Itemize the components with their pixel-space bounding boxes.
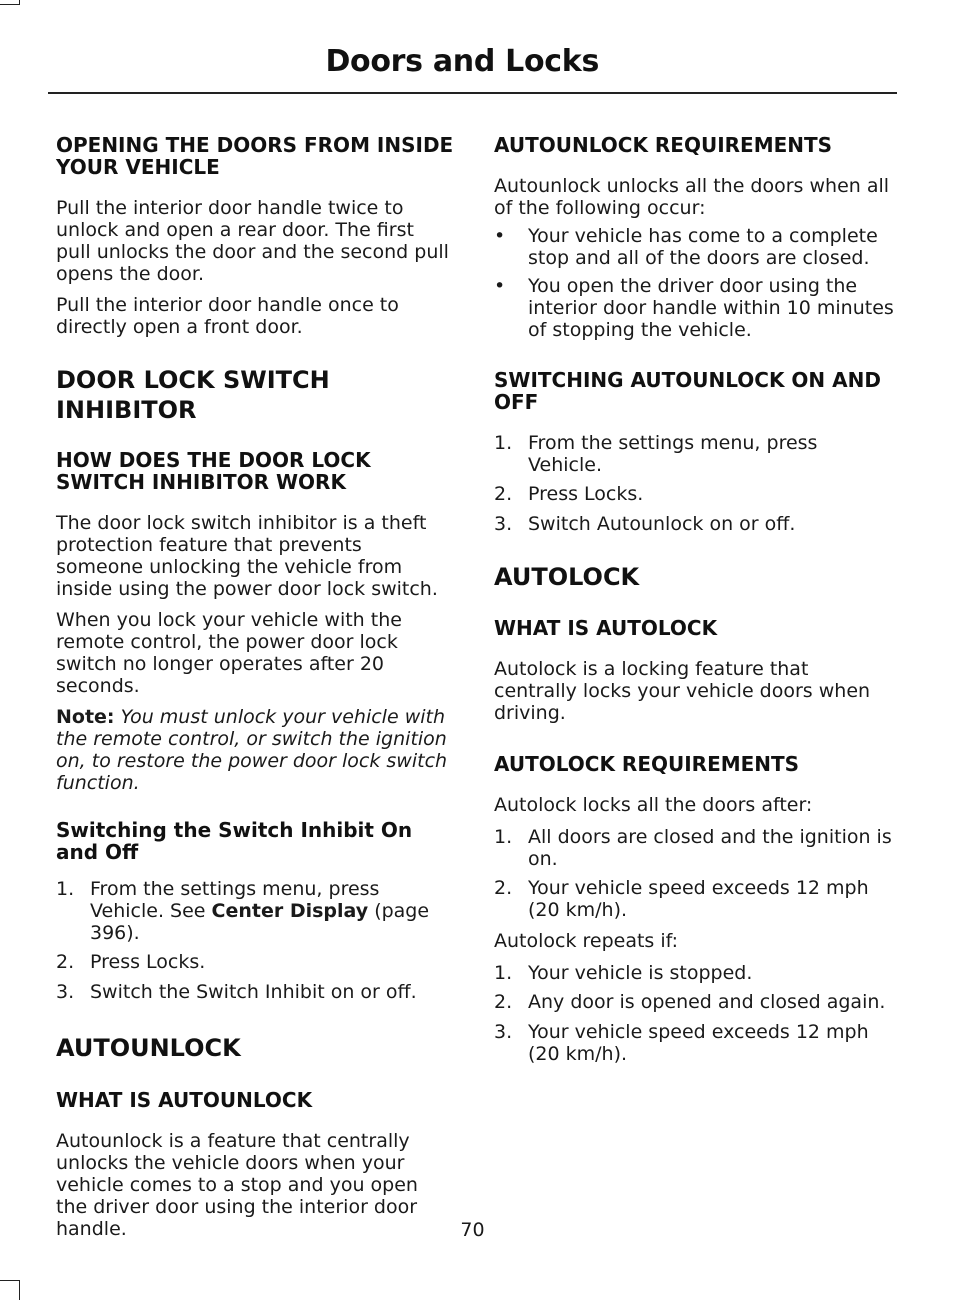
right-column — [494, 134, 894, 1065]
list-item-text: Your vehicle speed exceeds 12 mph (20 km/h). — [528, 877, 869, 921]
list-item — [494, 483, 894, 505]
crop-mark-bottom-left — [0, 1280, 20, 1300]
autolock-repeats-list — [494, 962, 894, 1065]
list-item-text: All doors are closed and the ignition is on. — [528, 826, 892, 870]
switching-inhibit-heading: Switching the Switch Inhibit On and Off — [56, 818, 413, 864]
list-number: 2. — [494, 877, 513, 899]
inhibit-steps-list — [56, 878, 454, 1003]
what-is-autounlock-heading: WHAT IS AUTOUNLOCK — [56, 1088, 313, 1112]
list-item — [494, 432, 894, 476]
list-item — [494, 877, 894, 921]
autolock-requirements-heading: AUTOLOCK REQUIREMENTS — [494, 752, 800, 776]
list-number: 2. — [56, 951, 75, 973]
list-number: 1. — [494, 962, 513, 984]
list-item-text: You open the driver door using the interior door handle within 10 minutes of stopping the vehicle. — [528, 275, 894, 341]
list-number: 1. — [494, 432, 513, 454]
list-item — [494, 1021, 894, 1065]
opening-doors-heading: OPENING THE DOORS FROM INSIDE YOUR VEHICLE — [56, 133, 454, 179]
note-label: Note: — [56, 706, 115, 728]
note-text: You must unlock your vehicle with the remote control, or switch the ignition on, to restore the power door lock switch function. — [56, 706, 448, 794]
list-item-text: Your vehicle has come to a complete stop and all of the doors are closed. — [528, 225, 878, 269]
inhibitor-paragraph-1: The door lock switch inhibitor is a theft protection feature that prevents someone unlocking the vehicle from inside using the power door lock switch. — [56, 512, 438, 600]
list-number: 3. — [494, 1021, 513, 1043]
list-item-text: Your vehicle is stopped. — [528, 962, 753, 984]
autolock-description: Autolock is a locking feature that centrally locks your vehicle doors when driving. — [494, 658, 871, 724]
inhibitor-paragraph-2: When you lock your vehicle with the remote control, the power door lock switch no longer operates after 20 seconds. — [56, 609, 402, 697]
page-number: 70 — [460, 1219, 485, 1241]
autolock-after-intro: Autolock locks all the doors after: — [494, 794, 813, 816]
autolock-after-list — [494, 826, 894, 921]
list-item — [56, 951, 454, 973]
list-item — [56, 981, 454, 1003]
list-item — [494, 991, 894, 1013]
list-item-text: From the settings menu, press Vehicle. See — [90, 878, 380, 922]
list-number: 3. — [494, 513, 513, 535]
how-inhibitor-works-heading: HOW DOES THE DOOR LOCK SWITCH INHIBITOR WORK — [56, 448, 371, 494]
list-item-text: Press Locks. — [528, 483, 644, 505]
list-number: 3. — [56, 981, 75, 1003]
list-number: 1. — [494, 826, 513, 848]
list-item-text: Switch Autounlock on or off. — [528, 513, 796, 535]
page-reference-text: (page 396). — [90, 900, 430, 944]
crop-mark-top-left — [0, 0, 20, 5]
autounlock-requirements-heading: AUTOUNLOCK REQUIREMENTS — [494, 133, 833, 157]
list-item-text: From the settings menu, press Vehicle. — [528, 432, 818, 476]
list-item-text: Switch the Switch Inhibit on or off. — [90, 981, 417, 1003]
autolock-repeats-intro: Autolock repeats if: — [494, 930, 679, 952]
list-item — [494, 275, 894, 341]
autounlock-requirements-list — [494, 225, 894, 341]
list-number: 1. — [56, 878, 75, 900]
autounlock-description: Autounlock is a feature that centrally unlocks the vehicle doors when your vehicle comes to a stop and you open the driver door using the interior door handle. — [56, 1130, 418, 1240]
list-number: 2. — [494, 991, 513, 1013]
list-item — [56, 878, 454, 944]
opening-doors-paragraph-1: Pull the interior door handle twice to unlock and open a rear door. The first pull unlocks the door and the second pull opens the door. — [56, 197, 449, 285]
list-item — [494, 826, 894, 870]
list-item — [494, 225, 894, 269]
inhibitor-note — [56, 706, 454, 794]
opening-doors-paragraph-2: Pull the interior door handle once to directly open a front door. — [56, 294, 399, 338]
list-number: 2. — [494, 483, 513, 505]
list-item — [494, 962, 894, 984]
left-column — [56, 134, 454, 1240]
bullet: • — [494, 225, 506, 247]
header-divider — [48, 92, 897, 94]
autounlock-heading: AUTOUNLOCK — [56, 1034, 241, 1062]
list-item-text: Any door is opened and closed again. — [528, 991, 886, 1013]
page-title: Doors and Locks — [325, 44, 599, 79]
list-item-text: Press Locks. — [90, 951, 206, 973]
autounlock-requirements-intro: Autounlock unlocks all the doors when all of the following occur: — [494, 175, 890, 219]
what-is-autolock-heading: WHAT IS AUTOLOCK — [494, 616, 718, 640]
bullet: • — [494, 275, 506, 297]
list-item — [494, 513, 894, 535]
switching-autounlock-heading: SWITCHING AUTOUNLOCK ON AND OFF — [494, 368, 881, 414]
autounlock-steps-list — [494, 432, 894, 535]
center-display-reference: Center Display — [211, 900, 369, 922]
list-item-text: Your vehicle speed exceeds 12 mph (20 km/h). — [528, 1021, 869, 1065]
autolock-heading: AUTOLOCK — [494, 563, 640, 591]
door-lock-switch-inhibitor-heading: DOOR LOCK SWITCH INHIBITOR — [56, 366, 330, 424]
